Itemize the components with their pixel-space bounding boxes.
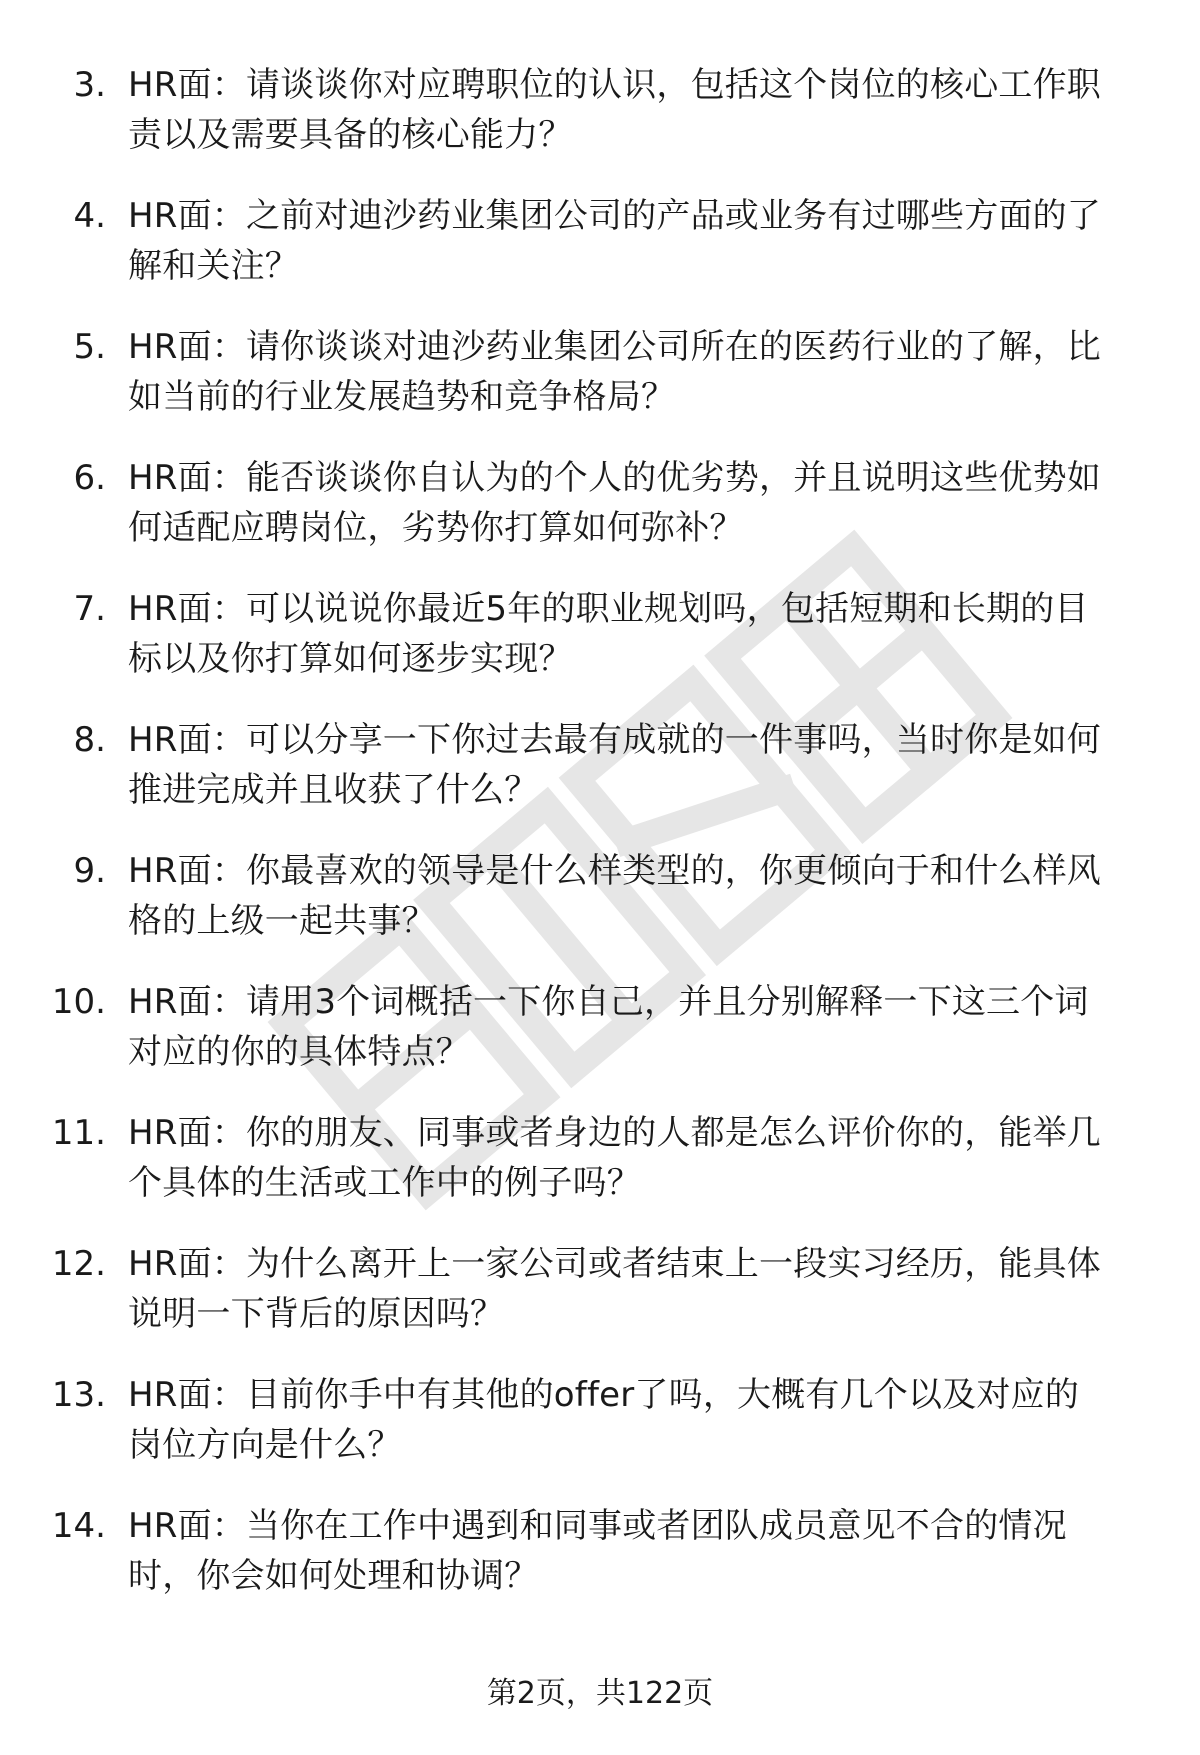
question-line: HR面：请用3个词概括一下你自己，并且分别解释一下这三个词 <box>128 982 1089 1022</box>
question-line: 推进完成并且收获了什么？ <box>128 770 539 810</box>
question-line: HR面：能否谈谈你自认为的个人的优劣势，并且说明这些优势如 <box>128 458 1101 498</box>
question-number: 12. <box>51 1244 106 1284</box>
question-number: 8. <box>73 720 106 760</box>
question-item <box>48 1501 1152 1632</box>
question-item <box>48 322 1152 453</box>
question-line: 解和关注？ <box>128 246 299 286</box>
question-line: HR面：你的朋友、同事或者身边的人都是怎么评价你的，能举几 <box>128 1113 1101 1153</box>
question-item <box>48 846 1152 977</box>
page-indicator: 第2页，共122页 <box>486 1676 714 1711</box>
question-line: HR面：可以分享一下你过去最有成就的一件事吗，当时你是如何 <box>128 720 1101 760</box>
question-text <box>128 1108 1148 1208</box>
question-item <box>48 191 1152 322</box>
question-item <box>48 715 1152 846</box>
question-item <box>48 584 1152 715</box>
question-number: 3. <box>73 65 106 105</box>
question-line: HR面：目前你手中有其他的offer了吗，大概有几个以及对应的 <box>128 1375 1080 1415</box>
question-line: HR面：请你谈谈对迪沙药业集团公司所在的医药行业的了解，比 <box>128 327 1101 367</box>
question-line: 责以及需要具备的核心能力？ <box>128 115 573 155</box>
question-text <box>128 715 1148 815</box>
question-text <box>128 977 1148 1077</box>
question-text <box>128 322 1148 422</box>
question-line: HR面：请谈谈你对应聘职位的认识，包括这个岗位的核心工作职 <box>128 65 1101 105</box>
question-line: 标以及你打算如何逐步实现？ <box>128 639 573 679</box>
question-number: 4. <box>73 196 106 236</box>
question-item <box>48 1108 1152 1239</box>
question-item <box>48 60 1152 191</box>
question-line: 对应的你的具体特点？ <box>128 1032 470 1072</box>
question-item <box>48 453 1152 584</box>
question-item <box>48 1370 1152 1501</box>
question-number: 14. <box>51 1506 106 1546</box>
question-text <box>128 60 1148 160</box>
question-text <box>128 1239 1148 1339</box>
question-text <box>128 584 1148 684</box>
question-number: 9. <box>73 851 106 891</box>
question-number: 6. <box>73 458 106 498</box>
question-line: HR面：为什么离开上一家公司或者结束上一段实习经历，能具体 <box>128 1244 1101 1284</box>
question-item <box>48 977 1152 1108</box>
question-line: 说明一下背后的原因吗？ <box>128 1294 505 1334</box>
question-number: 5. <box>73 327 106 367</box>
question-line: HR面：当你在工作中遇到和同事或者团队成员意见不合的情况 <box>128 1506 1067 1546</box>
question-text <box>128 1501 1148 1601</box>
question-line: HR面：可以说说你最近5年的职业规划吗，包括短期和长期的目 <box>128 589 1089 629</box>
question-line: HR面：你最喜欢的领导是什么样类型的，你更倾向于和什么样风 <box>128 851 1101 891</box>
question-line: 格的上级一起共事？ <box>128 901 436 941</box>
page-footer <box>0 1674 1200 1714</box>
question-item <box>48 1239 1152 1370</box>
question-text <box>128 1370 1148 1470</box>
question-line: 何适配应聘岗位，劣势你打算如何弥补？ <box>128 508 744 548</box>
question-line: 如当前的行业发展趋势和竞争格局？ <box>128 377 676 417</box>
question-line: HR面：之前对迪沙药业集团公司的产品或业务有过哪些方面的了 <box>128 196 1101 236</box>
question-number: 10. <box>51 982 106 1022</box>
question-line: 时，你会如何处理和协调？ <box>128 1556 539 1596</box>
question-number: 13. <box>51 1375 106 1415</box>
question-text <box>128 191 1148 291</box>
question-number: 11. <box>51 1113 106 1153</box>
question-number: 7. <box>73 589 106 629</box>
question-text <box>128 453 1148 553</box>
question-line: 岗位方向是什么？ <box>128 1425 402 1465</box>
question-line: 个具体的生活或工作中的例子吗？ <box>128 1163 641 1203</box>
question-text <box>128 846 1148 946</box>
question-list <box>48 60 1152 1632</box>
